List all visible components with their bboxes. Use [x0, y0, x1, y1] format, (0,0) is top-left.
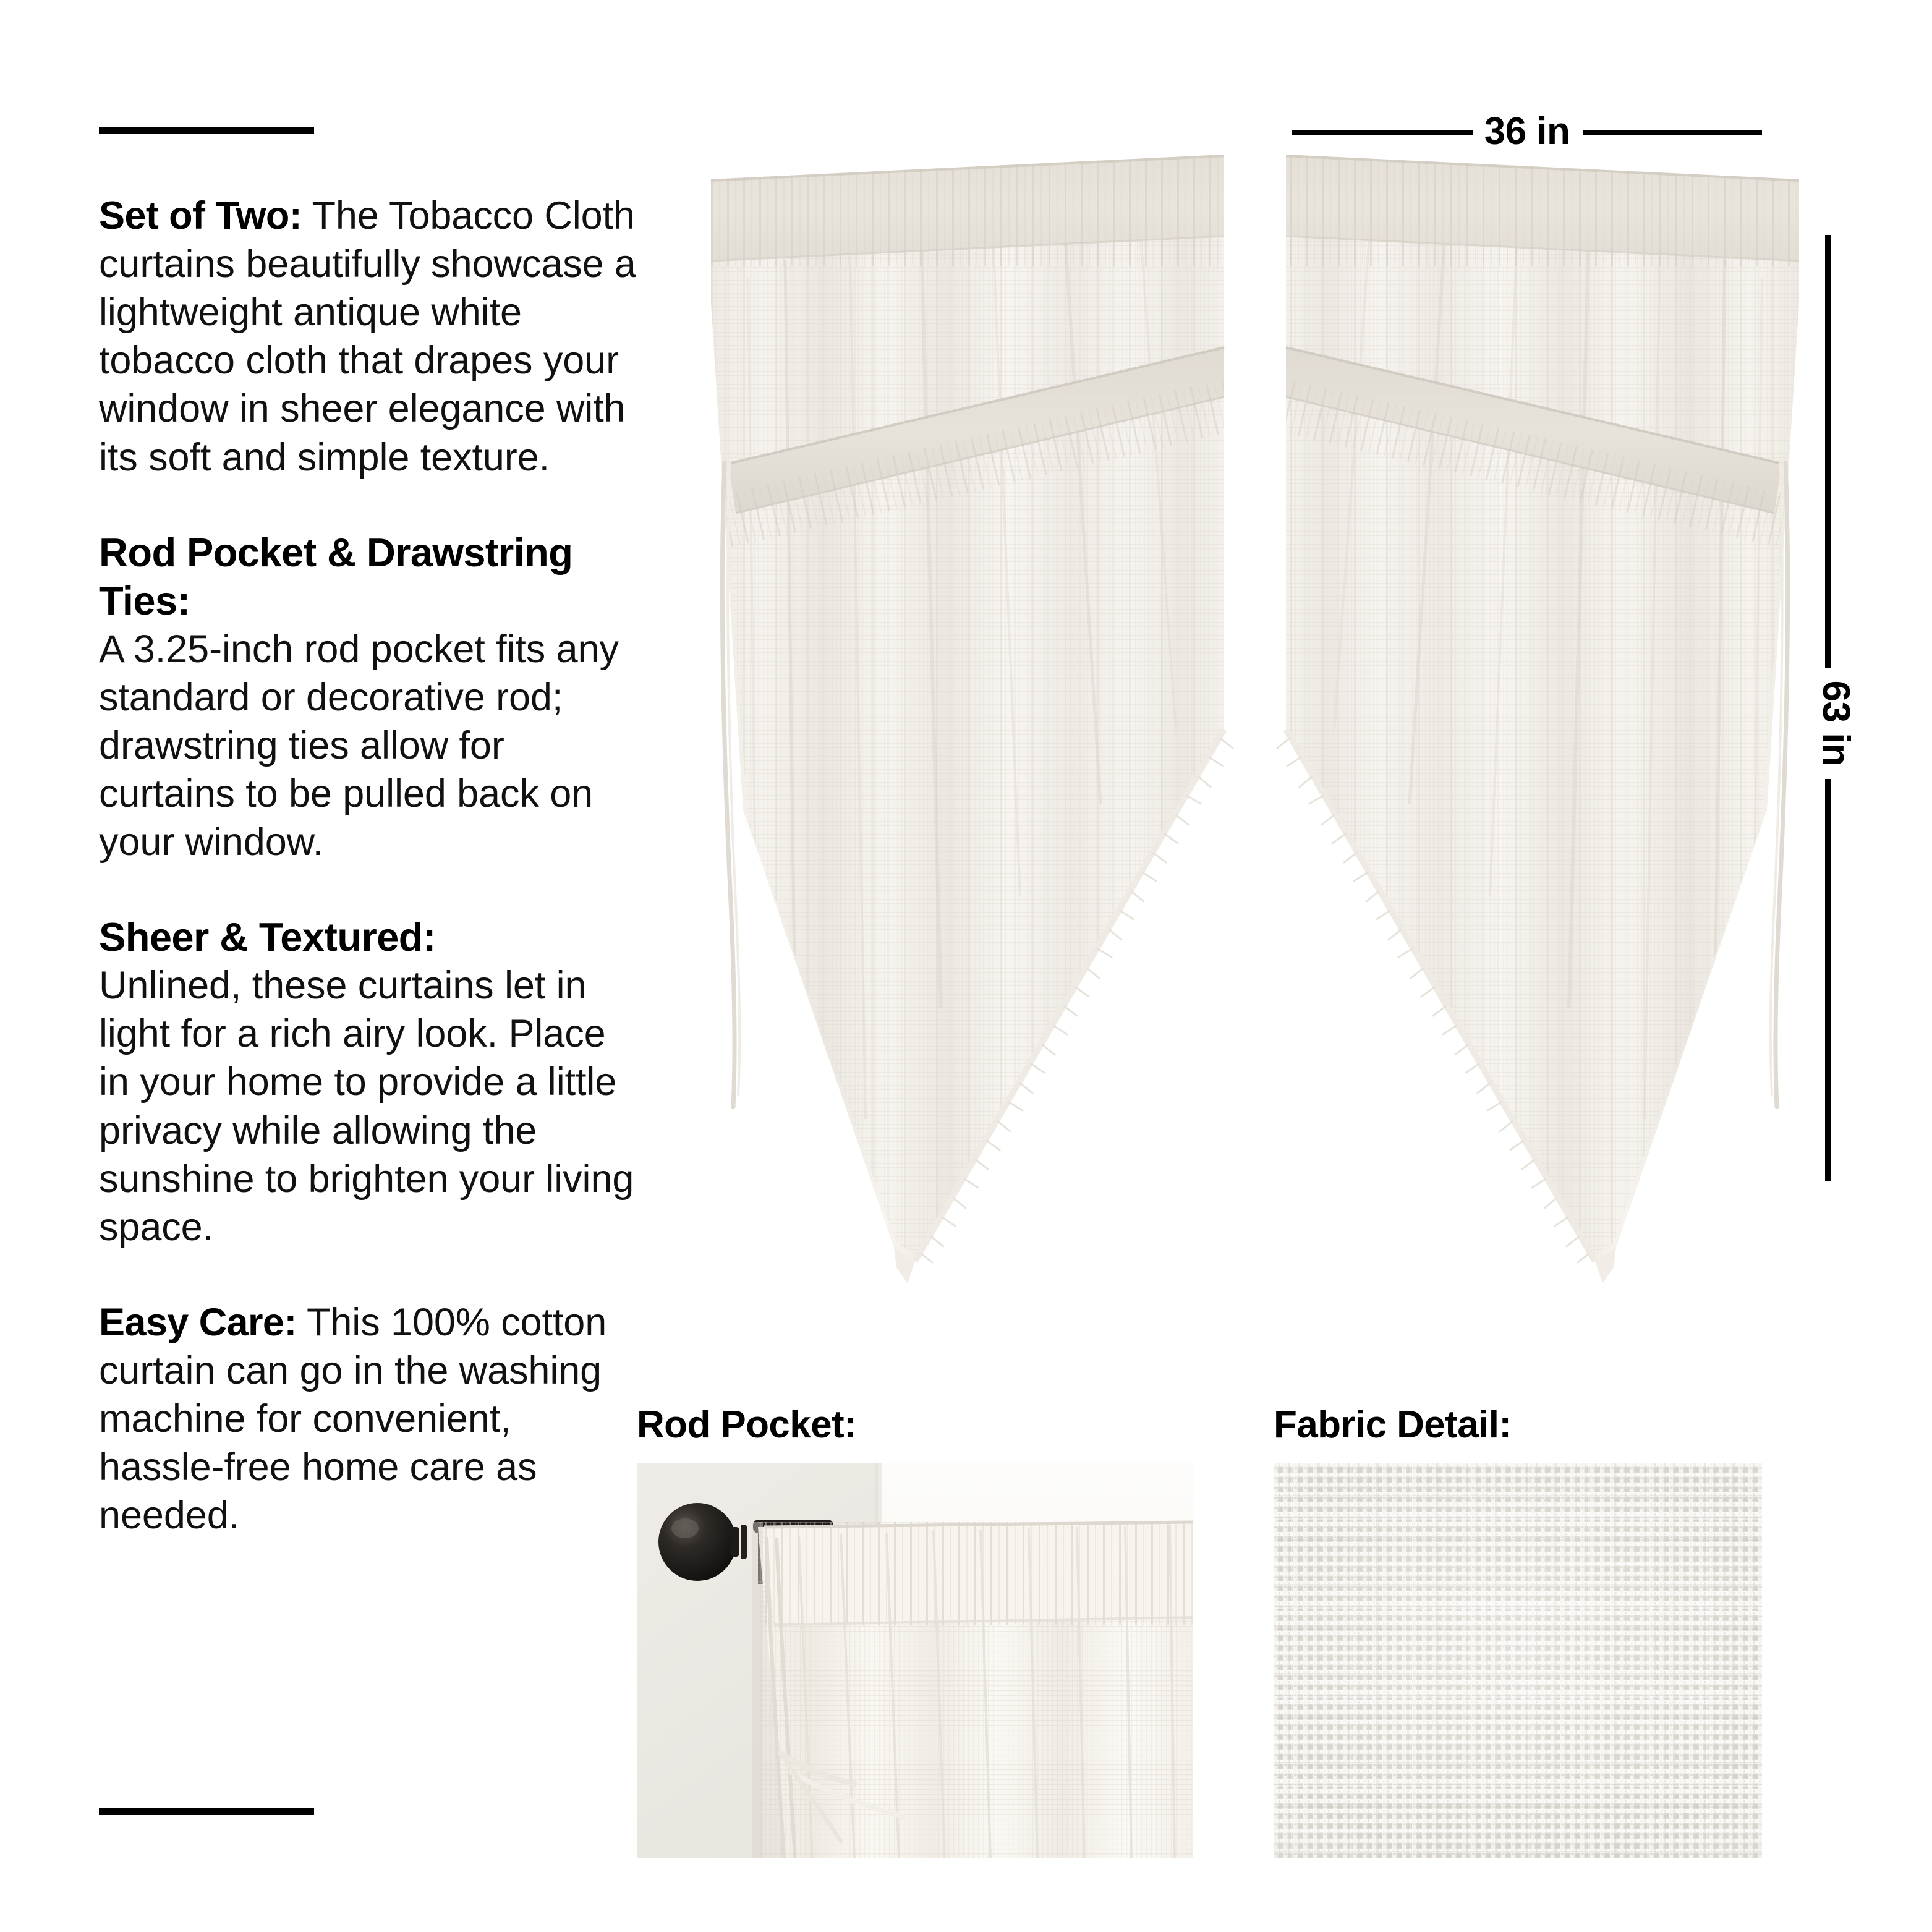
width-dimension-label: 36 in — [1484, 110, 1570, 153]
feature-body: The Tobacco Cloth curtains beautifully showcase a lightweight antique white tobacco cloth that drapes your window in sheer elegance with its soft and simple texture. — [99, 194, 636, 479]
bottom-divider-rule — [99, 1808, 314, 1815]
height-dimension-label: 63 in — [1815, 680, 1858, 767]
dimension-line-right — [1583, 130, 1762, 135]
dimension-line-left — [1292, 130, 1473, 135]
dimension-line-top — [1825, 235, 1831, 668]
feature-heading: Set of Two: — [99, 194, 302, 237]
feature-body: Unlined, these curtains let in light for a rich airy look. Place in your home to provide a little privacy while allowing the sunshine to brighten your living space. — [99, 964, 634, 1249]
height-dimension-annotation — [1811, 235, 1858, 1181]
feature-block-sheer-textured — [99, 913, 643, 1251]
rod-pocket-detail-panel — [637, 1403, 1193, 1858]
fabric-detail-panel — [1274, 1403, 1762, 1858]
width-dimension-annotation — [1292, 110, 1762, 153]
feature-heading: Rod Pocket & Drawstring Ties: — [99, 529, 573, 623]
feature-body: A 3.25-inch rod pocket fits any standard or decorative rod; drawstring ties allow for curtains to be pulled back on your window. — [99, 627, 619, 864]
feature-block-easy-care — [99, 1298, 643, 1540]
fabric-detail-caption: Fabric Detail: — [1274, 1403, 1512, 1446]
rod-pocket-caption: Rod Pocket: — [637, 1403, 857, 1446]
curtain-pair-svg — [711, 155, 1799, 1329]
curtain-panel-right — [1176, 155, 1799, 1283]
feature-block-rod-pocket — [99, 529, 643, 867]
feature-body: This 100% cotton curtain can go in the washing machine for convenient, hassle-free home care as needed. — [99, 1300, 607, 1538]
feature-list — [99, 192, 643, 1539]
fabric-weave-photo — [1274, 1463, 1762, 1858]
dimension-line-bottom — [1825, 779, 1831, 1181]
feature-heading: Sheer & Textured: — [99, 914, 436, 960]
fabric-weave-svg — [1274, 1463, 1762, 1858]
top-divider-rule — [99, 127, 314, 134]
feature-heading: Easy Care: — [99, 1300, 297, 1344]
rod-pocket-photo — [637, 1463, 1193, 1858]
curtain-panel-left — [711, 155, 1334, 1283]
feature-block-set-of-two — [99, 192, 643, 482]
curtain-pair-photo — [711, 155, 1799, 1329]
rod-pocket-photo-svg — [637, 1463, 1193, 1858]
